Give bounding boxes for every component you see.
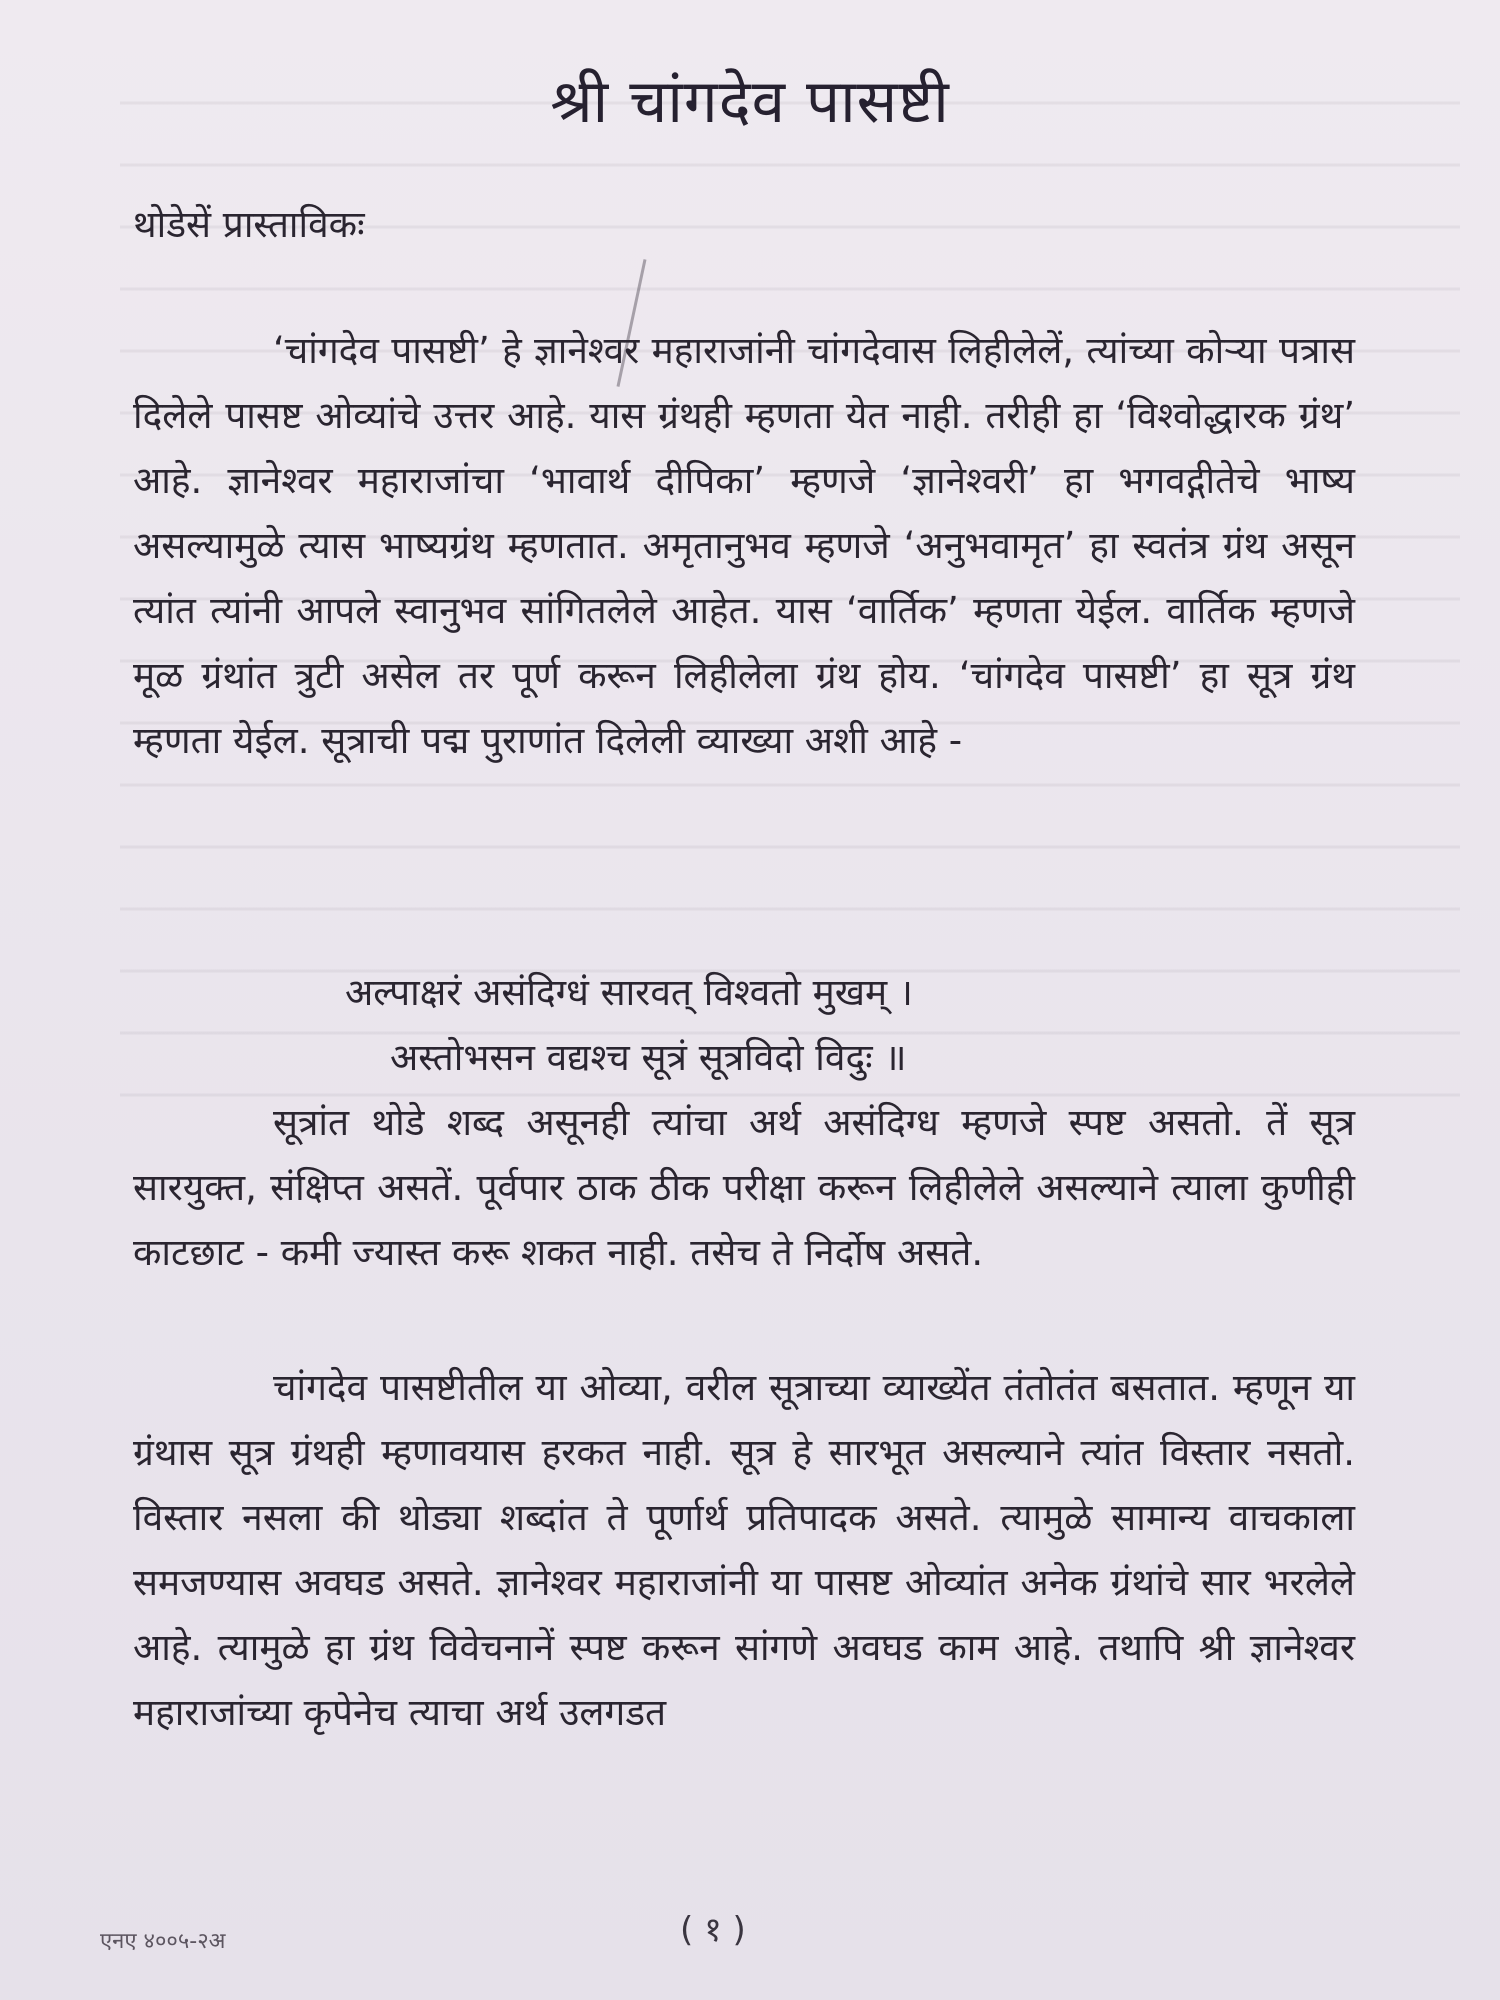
paragraph-3 (133, 1355, 1355, 1745)
paragraph-1 (133, 318, 1355, 773)
print-code: एनए ४००५-२अ (100, 1929, 226, 1954)
paragraph-1-text: ‘चांगदेव पासष्टी’ हे ज्ञानेश्वर महाराजांनी चांगदेवास लिहीलेलें, त्यांच्या कोऱ्या पत्रास दिलेले पासष्ट ओव्यांचे उत्तर आहे. यास ग्रंथही म्हणता येत नाही. तरीही हा ‘विश्वोद्धारक ग्रंथ’ आहे. ज्ञानेश्वर महाराजांचा ‘भावार्थ दीपिका’ म्हणजे ‘ज्ञानेश्वरी’ हा भगवद्गीतेचे भाष्य असल्यामुळे त्यास भाष्यग्रंथ म्हणतात. अमृतानुभव म्हणजे ‘अनुभवामृत’ हा स्वतंत्र ग्रंथ असून त्यांत त्यांनी आपले स्वानुभव सांगितलेले आहेत. यास ‘वार्तिक’ म्हणता येईल. वार्तिक म्हणजे मूळ ग्रंथांत त्रुटी असेल तर पूर्ण करून लिहीलेला ग्रंथ होय. ‘चांगदेव पासष्टी’ हा सूत्र ग्रंथ म्हणता येईल. सूत्राची पद्म पुराणांत दिलेली व्याख्या अशी आहे - (133, 329, 1355, 762)
verse-line-1: अल्पाक्षरं असंदिग्धं सारवत् विश्वतो मुखम् । (345, 971, 913, 1014)
paragraph-3-text: चांगदेव पासष्टीतील या ओव्या, वरील सूत्राच्या व्याख्येंत तंतोतंत बसतात. म्हणून या ग्रंथास सूत्र ग्रंथही म्हणावयास हरकत नाही. सूत्र हे सारभूत असल्याने त्यांत विस्तार नसतो. विस्तार नसला की थोड्या शब्दांत ते पूर्णार्थ प्रतिपादक असते. त्यामुळे सामान्य वाचकाला समजण्यास अवघड असते. ज्ञानेश्वर महाराजांनी या पासष्ट ओव्यांत अनेक ग्रंथांचे सार भरलेले आहे. त्यामुळे हा ग्रंथ विवेचनानें स्पष्ट करून सांगणे अवघड काम आहे. तथापि श्री ज्ञानेश्वर महाराजांच्या कृपेनेच त्याचा अर्थ उलगडत (133, 1366, 1355, 1734)
paragraph-2-text: सूत्रांत थोडे शब्द असूनही त्यांचा अर्थ असंदिग्ध म्हणजे स्पष्ट असतो. तें सूत्र सारयुक्त, संक्षिप्त असतें. पूर्वपार ठाक ठीक परीक्षा करून लिहीलेले असल्याने त्याला कुणीही काटछाट - कमी ज्यास्त करू शकत नाही. तसेच ते निर्दोष असते. (133, 1101, 1355, 1274)
page-title: श्री चांगदेव पासष्टी (550, 67, 950, 137)
section-heading: थोडेसें प्रास्ताविकः (133, 203, 365, 246)
page-number: ( १ ) (680, 1910, 746, 1950)
paragraph-2 (133, 1090, 1355, 1285)
verse-line-2: अस्तोभसन वद्यश्च सूत्रं सूत्रविदो विदुः ॥ (390, 1036, 907, 1079)
